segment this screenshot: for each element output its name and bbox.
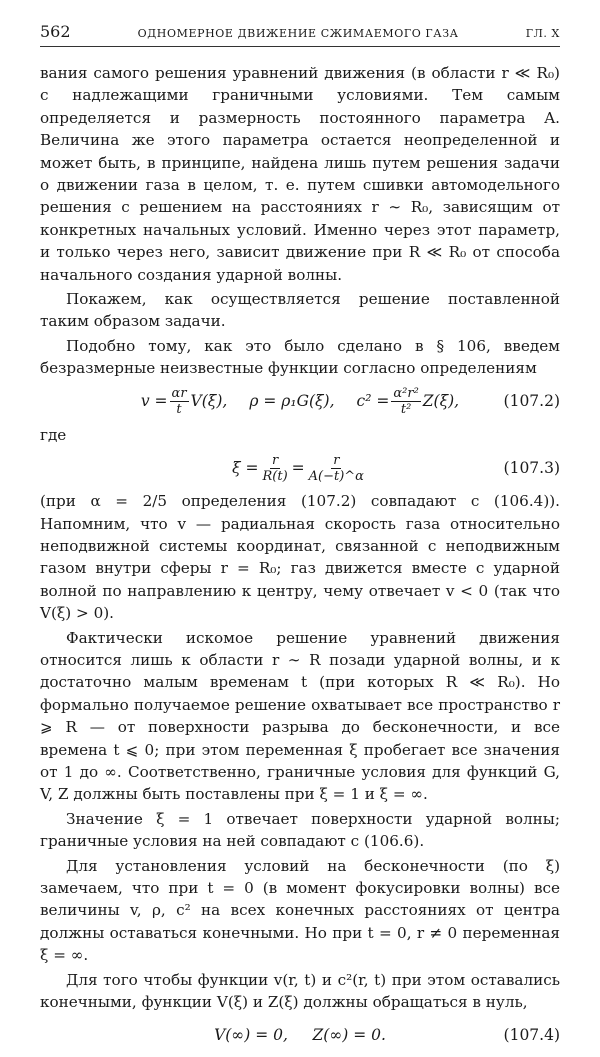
eq1-v-denominator: t [176, 402, 182, 418]
equation-number-107-2: (107.2) [503, 392, 560, 411]
running-title: ОДНОМЕРНОЕ ДВИЖЕНИЕ СЖИМАЕМОГО ГАЗА [137, 27, 459, 40]
eq1-v-numerator: αr [171, 386, 187, 402]
where-word: где [40, 425, 67, 444]
eq1-v-rest: V(ξ), [190, 392, 228, 411]
eq2-lhs: ξ = [232, 458, 259, 477]
eq2-fraction-2 [307, 453, 366, 484]
eq1-c-fraction [391, 386, 420, 417]
text-body [40, 62, 560, 1057]
page-number: 562 [40, 22, 71, 41]
equation-number-107-4: (107.4) [503, 1026, 560, 1045]
paragraph-5: Фактически искомое решение уравнений движения относится лишь к области r ∼ R позади ударной волны, и к достаточно малым временам t (при которых R ≪ R₀). Но формально получаемое решение охватывает все пространство r ⩾ R — от поверхности разрыва до бесконечности, и все времена t ⩽ 0; при этом переменная ξ пробегает все значения от 1 до ∞. Соответственно, граничные условия для функций G, V, Z должны быть поставлены при ξ = 1 и ξ = ∞. [40, 628, 560, 804]
eq1-c-rest: Z(ξ), [422, 392, 460, 411]
paragraph-2: Покажем, как осуществляется решение поставленной таким образом задачи. [40, 290, 560, 331]
paragraph-3: Подобно тому, как это было сделано в § 106, введем безразмерные неизвестные функции согласно определениям [40, 336, 560, 378]
eq2-fraction-1 [260, 453, 289, 484]
eq2-f1-numerator: r [271, 452, 279, 468]
eq1-c-denominator: t² [400, 402, 412, 418]
eq2-f2-denominator: A(−t)^α [308, 468, 364, 484]
paragraph-8: Для того чтобы функции v(r, t) и c²(r, t) при этом оставались конечными, функции V(ξ) и Z(ξ) должны обращаться в нуль, [40, 970, 560, 1012]
eq1-c-lhs: c² = [356, 392, 390, 411]
eq1-rho: ρ = ρ₁G(ξ), [249, 392, 335, 411]
running-header [40, 22, 560, 47]
equation-107-4 [40, 1013, 560, 1057]
paragraph-6: Значение ξ = 1 отвечает поверхности ударной волны; граничные условия на ней совпадают с (106.6). [40, 809, 560, 851]
equation-number-107-3: (107.3) [503, 458, 560, 477]
eq2-f2-numerator: r [333, 452, 340, 468]
eq2-f1-denominator: R(t) [262, 468, 288, 484]
eq1-v-fraction [170, 386, 189, 417]
eq3-body: V(∞) = 0, Z(∞) = 0. [214, 1026, 386, 1045]
paragraph-4: (при α = 2/5 определения (107.2) совпадают с (106.4)). Напомним, что v — радиальная скорость газа относительно неподвижной системы координат, связанной с неподвижным газом внутри сферы r = R₀; газ движется вместе с ударной волной по направлению к центру, чему отвечает v < 0 (так что V(ξ) > 0). [40, 492, 560, 623]
paragraph-7: Для установления условий на бесконечности (по ξ) замечаем, что при t = 0 (в момент фокусировки волны) все величины v, ρ, c² на всех конечных расстояниях от центра должны оставаться конечными. Но при t = 0, r ≠ 0 переменная ξ = ∞. [40, 856, 560, 965]
equation-107-3 [40, 446, 560, 490]
paragraph-1: вания самого решения уравнений движения (в области r ≪ R₀) с надлежащими граничными условиями. Тем самым определяется и размерность постоянного параметра A. Величина же этого параметра остается неопределенной и может быть, в принципе, найдена лишь путем решения задачи о движении газа в целом, т. е. путем сшивки автомодельного решения с решением на расстояниях r ∼ R₀, зависящим от конкретных начальных условий. Именно через этот параметр, и только через него, зависит движение при R ≪ R₀ от способа начального создания ударной волны. [40, 64, 560, 284]
eq2-equals: = [291, 458, 305, 477]
equation-107-2 [40, 380, 560, 424]
eq1-c-numerator: α²r² [393, 386, 419, 402]
eq1-v-lhs: v = [140, 392, 168, 411]
chapter-label: ГЛ. X [525, 27, 560, 40]
